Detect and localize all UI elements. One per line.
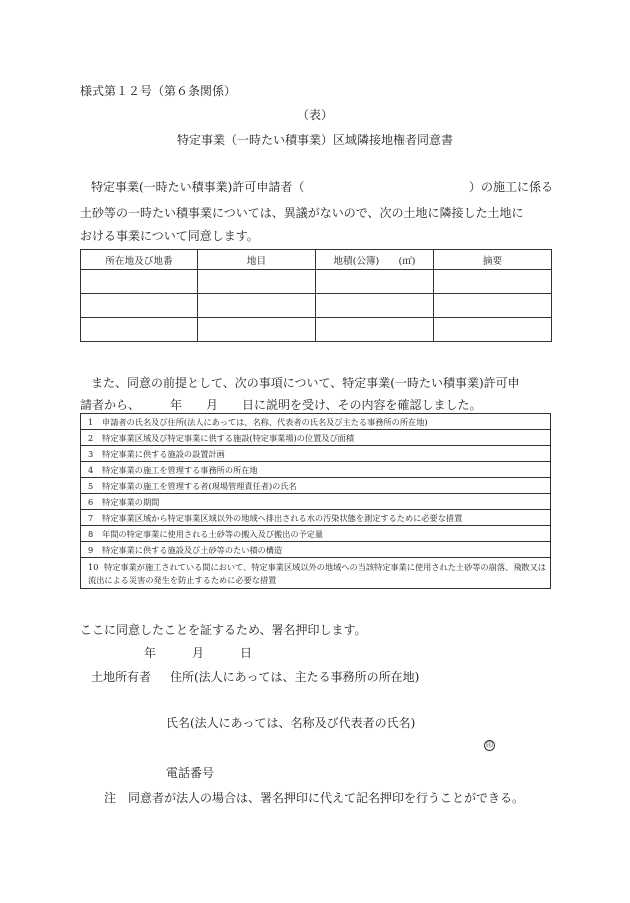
item-text: 特定事業区域から特定事業区域以外の地域へ排出される水の汚染状態を測定するために必要な措置 — [102, 512, 463, 523]
location-cell[interactable] — [81, 294, 198, 318]
phone-label: 電話番号 — [166, 766, 215, 780]
table-row — [81, 318, 552, 342]
list-item — [81, 542, 551, 558]
item-text: 特定事業に供する施設の設置計画 — [102, 448, 225, 459]
premise-line-2: 請者から、 年 月 日に説明を受け、その内容を確認しました。 — [80, 398, 482, 412]
item-number: 5 — [88, 480, 94, 491]
item-text: 申請者の氏名及び住所(法人にあっては、名称、代表者の氏名及び主たる事務所の所在地) — [102, 416, 428, 427]
owner-label: 土地所有者 — [91, 670, 152, 684]
item-number: 7 — [88, 512, 94, 523]
remarks-cell[interactable] — [434, 270, 552, 294]
item-text: 年間の特定事業に使用される土砂等の搬入及び搬出の予定量 — [102, 528, 324, 539]
form-number: 様式第１２号（第６条関係） — [80, 84, 237, 98]
list-item — [81, 462, 551, 478]
item-text: 特定事業の期間 — [102, 496, 160, 507]
item-number: 2 — [88, 432, 94, 443]
list-item — [81, 526, 551, 542]
land-category-cell[interactable] — [198, 270, 316, 294]
land-table-header-row — [81, 250, 552, 270]
intro-line-1-end: ）の施工に係る — [469, 180, 554, 194]
land-area-cell[interactable] — [316, 294, 434, 318]
location-cell[interactable] — [81, 270, 198, 294]
intro-line-3: おける事業について同意します。 — [80, 229, 259, 243]
remarks-cell[interactable] — [434, 318, 552, 342]
item-text: 特定事業区域及び特定事業に供する施設(特定事業場)の位置及び面積 — [102, 432, 355, 443]
item-text: 特定事業の施工を管理する事務所の所在地 — [102, 464, 258, 475]
remarks-cell[interactable] — [434, 294, 552, 318]
item-number: 9 — [88, 544, 94, 555]
address-label: 住所(法人にあっては、主たる事務所の所在地) — [170, 670, 420, 684]
name-label: 氏名(法人にあっては、名称及び代表者の氏名) — [166, 716, 416, 730]
item-number: 1 — [88, 416, 94, 427]
explanation-items-table — [80, 413, 551, 589]
list-item — [81, 558, 551, 589]
land-area-cell[interactable] — [316, 318, 434, 342]
certify-statement: ここに同意したことを証するため、署名押印します。 — [80, 623, 367, 637]
premise-line-1: また、同意の前提として、次の事項について、特定事業(一時たい積事業)許可申 — [91, 376, 520, 390]
item-number: 6 — [88, 496, 94, 507]
header-remarks: 摘要 — [434, 250, 552, 270]
list-item — [81, 494, 551, 510]
form-title: 特定事業（一時たい積事業）区域隣接地権者同意書 — [176, 133, 453, 147]
side-label: （表） — [296, 108, 333, 122]
table-row — [81, 270, 552, 294]
item-text: 特定事業が施工されている間において、特定事業区域以外の地域への当該特定事業に使用された土砂等の崩落、飛散又は流出による災害の発生を防止するために必要な措置 — [88, 561, 546, 585]
list-item — [81, 478, 551, 494]
item-number: 4 — [88, 464, 94, 475]
item-text: 特定事業に供する施設及び土砂等のたい積の構造 — [102, 544, 283, 555]
land-category-cell[interactable] — [198, 318, 316, 342]
item-text: 特定事業の施工を管理する者(現場管理責任者)の氏名 — [102, 480, 297, 491]
list-item — [81, 446, 551, 462]
item-number: 8 — [88, 528, 94, 539]
seal-mark: 印 — [486, 741, 493, 749]
list-item — [81, 430, 551, 446]
footnote: 注 同意者が法人の場合は、署名押印に代えて記名押印を行うことができる。 — [104, 791, 525, 805]
intro-line-2: 土砂等の一時たい積事業については、異議がないので、次の土地に隣接した土地に — [80, 206, 524, 220]
land-area-cell[interactable] — [316, 270, 434, 294]
header-land-area: 地積(公簿) (㎡) — [316, 250, 434, 270]
intro-line-1-start: 特定事業(一時たい積事業)許可申請者（ — [91, 180, 305, 194]
location-cell[interactable] — [81, 318, 198, 342]
sign-date[interactable]: 年 月 日 — [144, 646, 253, 660]
item-number: 3 — [88, 448, 94, 459]
header-location: 所在地及び地番 — [81, 250, 198, 270]
list-item — [81, 414, 551, 430]
header-land-category: 地目 — [198, 250, 316, 270]
list-item — [81, 510, 551, 526]
land-category-cell[interactable] — [198, 294, 316, 318]
land-table — [80, 249, 552, 342]
item-number: 10 — [88, 561, 99, 572]
table-row — [81, 294, 552, 318]
